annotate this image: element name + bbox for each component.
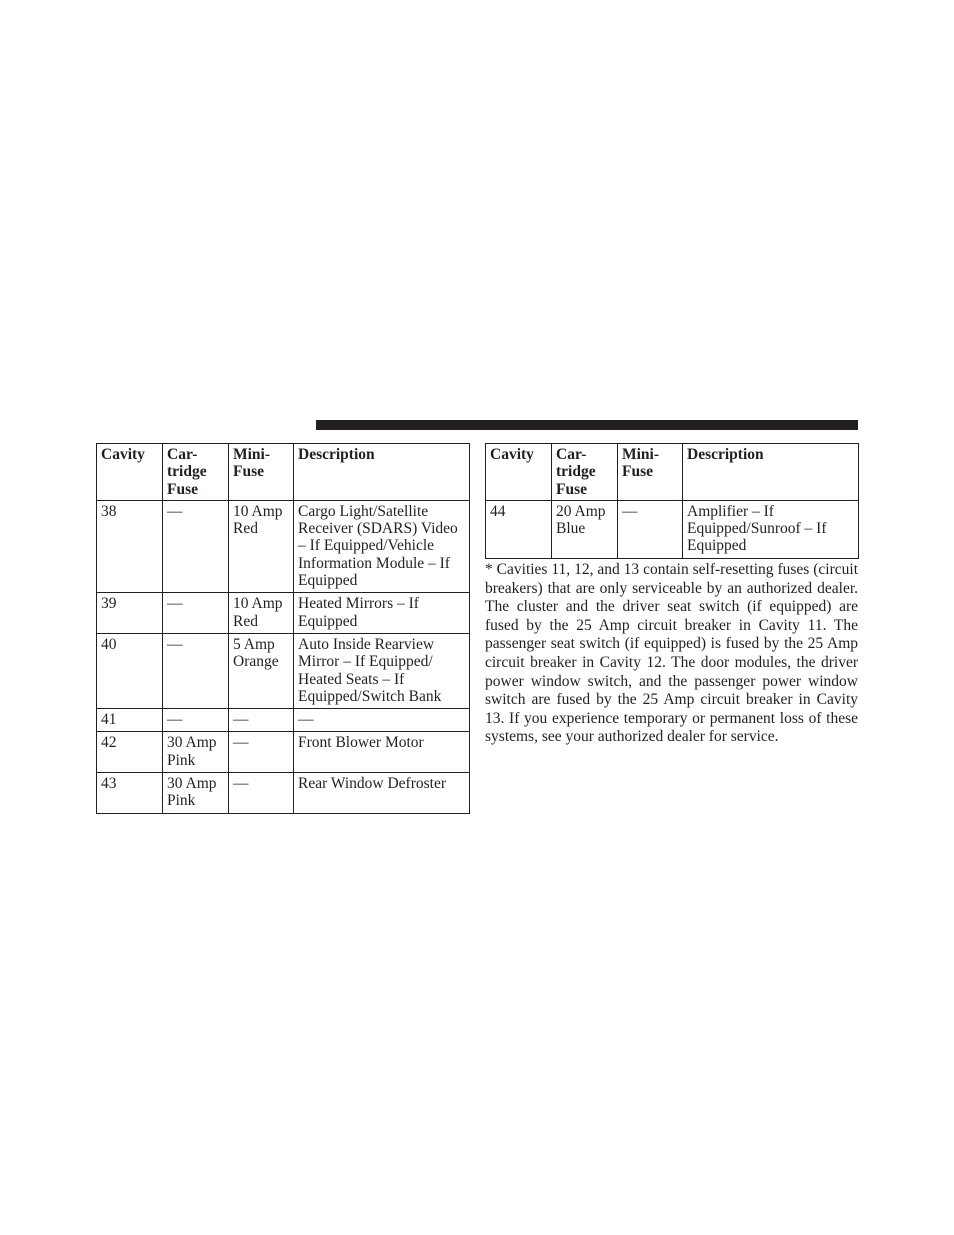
table-row xyxy=(97,633,470,708)
cell-cartridge-fuse: — xyxy=(163,709,229,732)
cell-description: — xyxy=(294,709,470,732)
header-description: Description xyxy=(683,444,859,501)
cell-mini-fuse: 5 Amp Orange xyxy=(229,633,294,708)
cell-cartridge-fuse: — xyxy=(163,593,229,634)
header-mini-fuse: Mini- Fuse xyxy=(229,444,294,501)
cell-cavity: 40 xyxy=(97,633,163,708)
header-mini-fuse: Mini- Fuse xyxy=(618,444,683,501)
cell-cavity: 44 xyxy=(486,500,552,558)
cell-description: Auto Inside Rearview Mirror – If Equipped/ Heated Seats – If Equipped/Switch Bank xyxy=(294,633,470,708)
header-rule xyxy=(316,420,858,430)
fuse-table-right xyxy=(485,443,859,559)
header-cartridge-fuse: Car- tridge Fuse xyxy=(163,444,229,501)
header-cartridge-fuse: Car- tridge Fuse xyxy=(552,444,618,501)
cell-cartridge-fuse: 20 Amp Blue xyxy=(552,500,618,558)
cell-cartridge-fuse: — xyxy=(163,633,229,708)
header-cavity: Cavity xyxy=(97,444,163,501)
cell-description: Amplifier – If Equipped/Sunroof – If Equipped xyxy=(683,500,859,558)
table-row xyxy=(97,593,470,634)
cell-cartridge-fuse: 30 Amp Pink xyxy=(163,773,229,814)
table-row xyxy=(97,732,470,773)
cell-mini-fuse: 10 Amp Red xyxy=(229,593,294,634)
circuit-breaker-footnote: * Cavities 11, 12, and 13 contain self-resetting fuses (circuit breakers) that are only serviceable by an authorized dealer. The cluster and the driver seat switch (if equipped) are fused by the 25 Amp circuit breaker in Cavity 11. The passenger seat switch (if equipped) is fused by the 25 Amp circuit breaker in Cavity 12. The door modules, the driver power window switch, and the passenger power window switch are fused by the 25 Amp circuit breaker in Cavity 13. If you experience temporary or permanent loss of these systems, see your authorized dealer for service. xyxy=(485,561,858,746)
table-header-row xyxy=(486,444,859,501)
table-row xyxy=(97,773,470,814)
cell-cavity: 38 xyxy=(97,500,163,592)
cell-cavity: 42 xyxy=(97,732,163,773)
table-row xyxy=(486,500,859,558)
cell-mini-fuse: — xyxy=(229,773,294,814)
cell-description: Heated Mirrors – If Equipped xyxy=(294,593,470,634)
cell-cavity: 39 xyxy=(97,593,163,634)
cell-cartridge-fuse: — xyxy=(163,500,229,592)
cell-mini-fuse: 10 Amp Red xyxy=(229,500,294,592)
cell-description: Front Blower Motor xyxy=(294,732,470,773)
header-cavity: Cavity xyxy=(486,444,552,501)
table-row xyxy=(97,709,470,732)
header-description: Description xyxy=(294,444,470,501)
fuse-table-left xyxy=(96,443,470,814)
cell-cartridge-fuse: 30 Amp Pink xyxy=(163,732,229,773)
table-header-row xyxy=(97,444,470,501)
cell-description: Cargo Light/Satellite Receiver (SDARS) Video – If Equipped/Vehicle Information Module – If Equipped xyxy=(294,500,470,592)
cell-mini-fuse: — xyxy=(618,500,683,558)
cell-mini-fuse: — xyxy=(229,709,294,732)
table-row xyxy=(97,500,470,592)
cell-description: Rear Window Defroster xyxy=(294,773,470,814)
cell-mini-fuse: — xyxy=(229,732,294,773)
cell-cavity: 43 xyxy=(97,773,163,814)
cell-cavity: 41 xyxy=(97,709,163,732)
